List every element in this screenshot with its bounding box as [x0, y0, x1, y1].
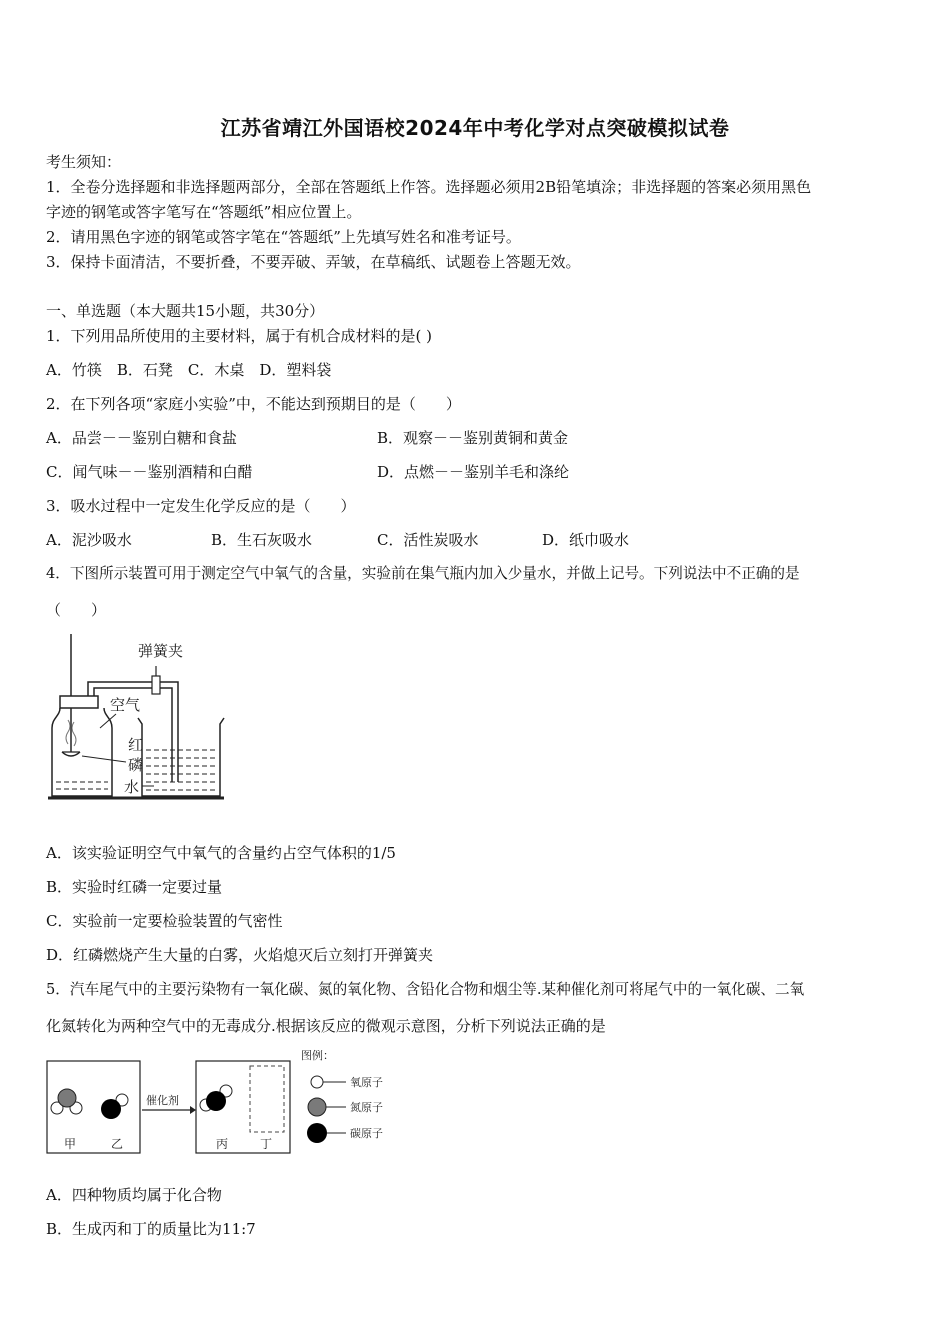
question-4-option-d: D．红磷燃烧产生大量的白雾，火焰熄灭后立刻打开弹簧夹	[46, 946, 434, 964]
phosphorus-label-1: 红	[128, 736, 144, 754]
question-2-option-d: D．点燃－－鉴别羊毛和涤纶	[377, 463, 570, 481]
question-3-option-c: C．活性炭吸水	[377, 531, 479, 549]
oxygen-apparatus-figure	[44, 632, 234, 804]
question-2-stem: 2．在下列各项“家庭小实验”中，不能达到预期目的是（ ）	[46, 395, 461, 413]
label-bing: 丙	[216, 1137, 229, 1151]
notice-item: 2．请用黑色字迹的钢笔或答字笔在“答题纸”上先填写姓名和准考证号。	[46, 228, 521, 246]
notice-heading: 考生须知：	[46, 153, 122, 171]
phosphorus-label-2: 磷	[128, 756, 144, 774]
question-2-option-c: C．闻气味－－鉴别酒精和白醋	[46, 463, 253, 481]
legend-carbon: 碳原子	[350, 1127, 383, 1140]
question-4-option-c: C．实验前一定要检验装置的气密性	[46, 912, 283, 930]
air-label: 空气	[110, 696, 141, 714]
question-4-option-b: B．实验时红磷一定要过量	[46, 878, 223, 896]
question-4-option-a: A．该实验证明空气中氧气的含量约占空气体积的1/5	[46, 844, 396, 862]
question-5-stem-1: 5．汽车尾气中的主要污染物有一氧化碳、氮的氧化物、含铅化合物和烟尘等.某种催化剂可将尾气中的一氧化碳、二氧	[46, 981, 805, 998]
question-4-stem-end: （ ）	[46, 601, 107, 619]
question-3-option-a: A．泥沙吸水	[46, 531, 132, 549]
water-label: 水	[124, 778, 140, 796]
question-2-option-b: B．观察－－鉴别黄铜和黄金	[377, 429, 569, 447]
question-2-option-a: A．品尝－－鉴别白糖和食盐	[46, 429, 237, 447]
question-3-stem: 3．吸水过程中一定发生化学反应的是（ ）	[46, 497, 356, 515]
reaction-micro-diagram	[44, 1046, 404, 1160]
question-1-options: A．竹筷 B．石凳 C．木桌 D．塑料袋	[46, 361, 332, 379]
legend-title: 图例：	[301, 1049, 334, 1062]
question-3-option-b: B．生石灰吸水	[211, 531, 313, 549]
page-title: 江苏省靖江外国语校2024年中考化学对点突破模拟试卷	[220, 116, 730, 140]
section-heading: 一、单选题（本大题共15小题，共30分）	[46, 302, 325, 320]
clamp-label: 弹簧夹	[138, 642, 184, 660]
label-jia: 甲	[64, 1137, 77, 1151]
question-5-option-b: B．生成丙和丁的质量比为11:7	[46, 1220, 256, 1238]
question-1-stem: 1．下列用品所使用的主要材料，属于有机合成材料的是( )	[46, 327, 433, 345]
notice-item: 3．保持卡面清洁，不要折叠，不要弄破、弄皱，在草稿纸、试题卷上答题无效。	[46, 253, 581, 271]
question-3-option-d: D．纸巾吸水	[542, 531, 630, 549]
question-5-option-a: A．四种物质均属于化合物	[46, 1186, 222, 1204]
notice-item: 1．全卷分选择题和非选择题两部分，全部在答题纸上作答。选择题必须用2B铅笔填涂；非选择题的答案必须用黑色	[46, 178, 812, 196]
question-5-stem-2: 化氮转化为两种空气中的无毒成分.根据该反应的微观示意图，分析下列说法正确的是	[46, 1017, 606, 1035]
catalyst-label: 催化剂	[146, 1094, 179, 1107]
legend-nitrogen: 氮原子	[350, 1101, 383, 1114]
question-4-stem: 4．下图所示装置可用于测定空气中氧气的含量，实验前在集气瓶内加入少量水，并做上记号。下列说法中不正确的是	[46, 565, 800, 582]
label-yi: 乙	[111, 1137, 124, 1151]
label-ding: 丁	[260, 1137, 273, 1151]
notice-item: 字迹的钢笔或答字笔写在“答题纸”相应位置上。	[46, 203, 362, 221]
legend-oxygen: 氧原子	[350, 1076, 383, 1089]
